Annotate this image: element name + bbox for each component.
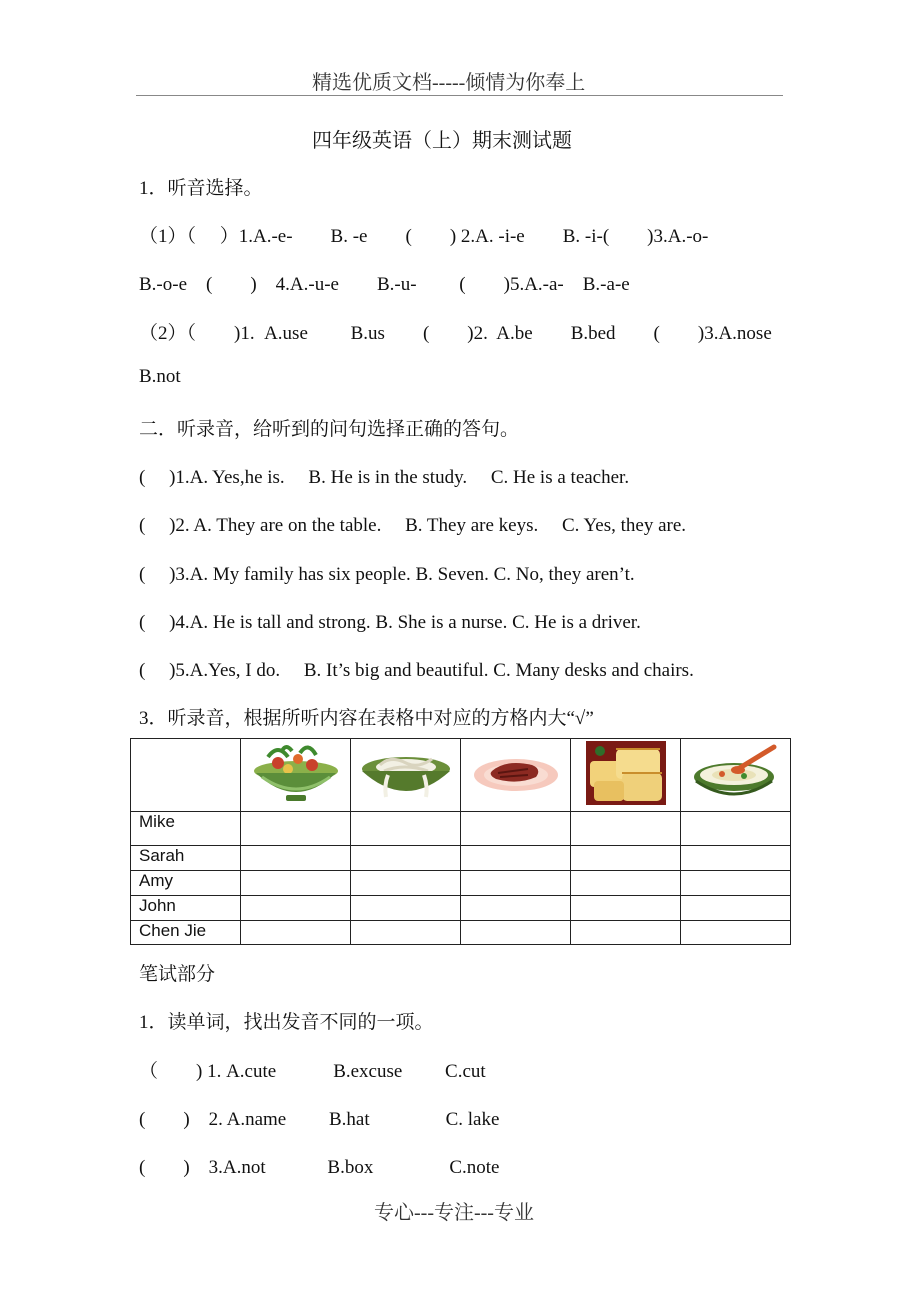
check-cell[interactable] [571,921,681,945]
check-cell[interactable] [351,871,461,896]
name-row [131,871,791,896]
check-cell[interactable] [351,896,461,921]
check-cell[interactable] [681,846,791,871]
section2-question: ( )1.A. Yes,he is. B. He is in the study. C. He is a teacher. [139,467,630,488]
page-header: 精选优质文档-----倾情为你奉上 [312,72,586,94]
exam-title: 四年级英语（上）期末测试题 [312,130,572,152]
food-cell [681,739,791,812]
bread-icon [586,741,666,805]
soup-icon [688,741,784,805]
food-cell [461,739,571,812]
written-question: ( ) 2. A.name B.hat C. lake [139,1109,500,1130]
section2-question: ( )4.A. He is tall and strong. B. She is a nurse. C. He is a driver. [139,612,641,633]
written-heading: 笔试部分 [139,964,216,985]
check-cell[interactable] [241,812,351,846]
check-cell[interactable] [461,921,571,945]
food-cell [351,739,461,812]
food-cell [571,739,681,812]
check-cell[interactable] [461,846,571,871]
check-cell[interactable] [681,871,791,896]
check-cell[interactable] [351,921,461,945]
check-cell[interactable] [461,896,571,921]
check-cell[interactable] [241,921,351,945]
student-name: Sarah [131,846,241,871]
food-cell [241,739,351,812]
page-footer: 专心---专注---专业 [374,1202,534,1224]
check-cell[interactable] [571,846,681,871]
steak-icon [468,741,564,805]
written-question: ( ) 3.A.not B.box C.note [139,1157,500,1178]
check-cell[interactable] [351,812,461,846]
check-cell[interactable] [571,812,681,846]
check-cell[interactable] [351,846,461,871]
check-cell[interactable] [681,896,791,921]
check-cell[interactable] [241,846,351,871]
check-cell[interactable] [461,871,571,896]
check-cell[interactable] [241,871,351,896]
section1-line: B.not [139,366,181,387]
student-name: Amy [131,871,241,896]
name-row [131,846,791,871]
check-cell[interactable] [681,921,791,945]
section1-line: B.-o-e ( ) 4.A.-u-e B.-u- ( )5.A.-a- B.-a-e [139,274,630,295]
check-cell[interactable] [571,896,681,921]
section2-question: ( )5.A.Yes, I do. B. It’s big and beautiful. C. Many desks and chairs. [139,660,694,681]
corner-cell [131,739,241,812]
check-cell[interactable] [241,896,351,921]
section2-question: ( )3.A. My family has six people. B. Seven. C. No, they aren’t. [139,564,635,585]
student-name: Chen Jie [131,921,241,945]
written-q1-heading: 1．读单词，找出发音不同的一项。 [139,1012,434,1033]
check-cell[interactable] [681,812,791,846]
name-row [131,812,791,846]
student-name: John [131,896,241,921]
name-row [131,896,791,921]
student-name: Mike [131,812,241,846]
food-table [130,738,791,945]
section1-line: （2）（ )1. A.use B.us ( )2. A.be B.bed ( )3.A.nose [139,323,772,344]
salad-icon [248,741,344,805]
food-image-row [131,739,791,812]
noodles-icon [358,741,454,805]
section2-heading: 二．听录音，给听到的问句选择正确的答句。 [139,419,520,440]
check-cell[interactable] [571,871,681,896]
section3-heading: 3．听录音，根据所听内容在表格中对应的方格内大“√” [139,708,594,729]
header-rule [136,95,783,96]
section2-question: ( )2. A. They are on the table. B. They are keys. C. Yes, they are. [139,515,687,536]
written-question: （ ) 1. A.cute B.excuse C.cut [139,1061,486,1082]
name-row [131,921,791,945]
section1-heading: 1．听音选择。 [139,178,263,199]
check-cell[interactable] [461,812,571,846]
section1-line: （1）（ ）1.A.-e- B. -e ( ) 2.A. -i-e B. -i-( )3.A.-o- [139,226,709,247]
